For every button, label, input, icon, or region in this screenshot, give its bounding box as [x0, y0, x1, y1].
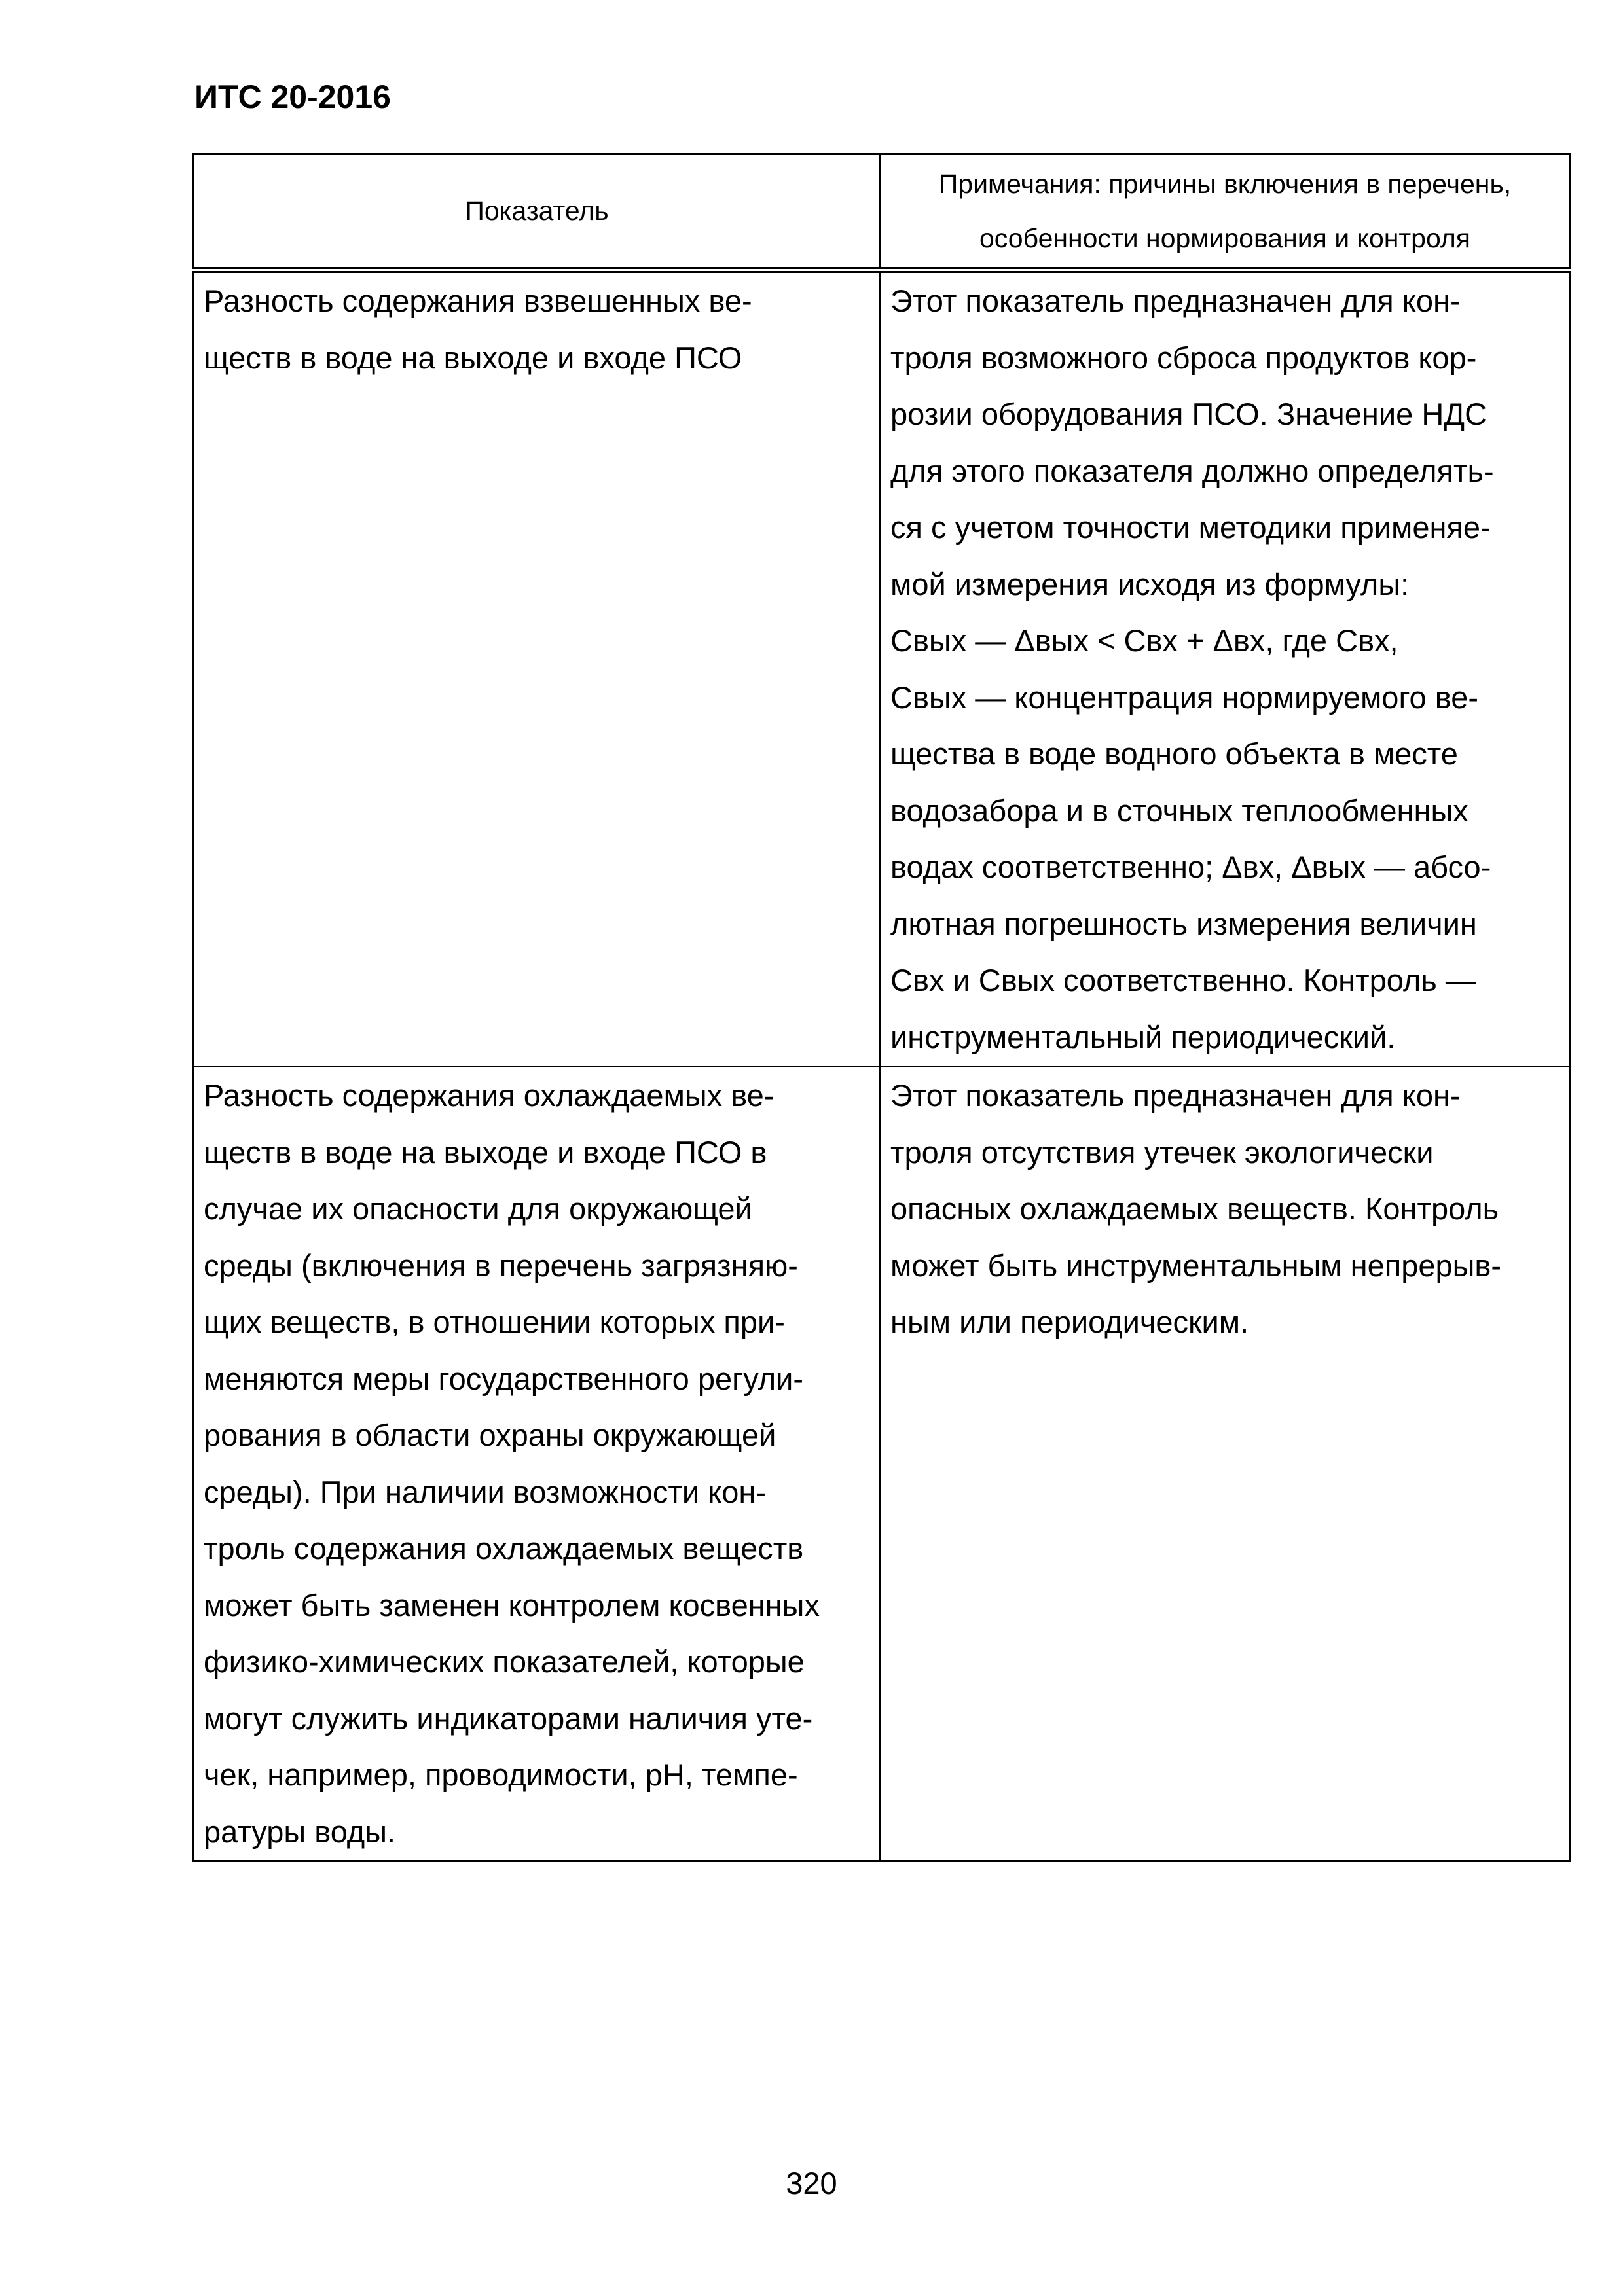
indicator-cell — [194, 270, 881, 1067]
text-line: опасных охлаждаемых веществ. Контроль — [890, 1191, 1499, 1226]
text-line: розии оборудования ПСО. Значение НДС — [890, 397, 1487, 431]
text-line: Разность содержания взвешенных ве- — [204, 283, 752, 318]
text-line: среды). При наличии возможности кон- — [204, 1474, 767, 1509]
notes-cell — [881, 1067, 1570, 1861]
text-line: мой измерения исходя из формулы: — [890, 566, 1410, 601]
text-line: может быть заменен контролем косвенных — [204, 1587, 820, 1623]
formula-line: Свых — Δвых < Свх + Δвх, где Свх, — [890, 623, 1398, 658]
indicator-cell — [194, 1067, 881, 1861]
table-row — [194, 270, 1570, 1067]
text-line: могут служить индикаторами наличия уте- — [204, 1700, 813, 1736]
notes-cell — [881, 270, 1570, 1067]
text-line: Свых — концентрация нормируемого ве- — [890, 679, 1478, 715]
text-line: щих веществ, в отношении которых при- — [204, 1304, 785, 1339]
text-line: троля отсутствия утечек экологически — [890, 1134, 1434, 1170]
indicators-table — [192, 153, 1571, 1862]
text-line: лютная погрешность измерения величин — [890, 906, 1477, 941]
table-header-row — [194, 154, 1570, 270]
column-header-notes — [881, 154, 1570, 270]
document-code-header: ИТС 20-2016 — [194, 79, 391, 115]
text-line: для этого показателя должно определять- — [890, 453, 1494, 488]
text-line: рования в области охраны окружающей — [204, 1418, 776, 1452]
text-line: Этот показатель предназначен для кон- — [890, 283, 1461, 318]
text-line: Разность содержания охлаждаемых ве- — [204, 1078, 775, 1113]
text-line: Этот показатель предназначен для кон- — [890, 1078, 1461, 1113]
text-line: физико-химических показателей, которые — [204, 1644, 805, 1679]
text-line: среды (включения в перечень загрязняю- — [204, 1247, 798, 1283]
text-line: ся с учетом точности методики применяе- — [890, 510, 1491, 545]
text-line: ществ в воде на выходе и входе ПСО в — [204, 1134, 767, 1170]
text-line: водах соответственно; Δвх, Δвых — абсо- — [890, 850, 1491, 884]
column-header-notes-line: особенности нормирования и контроля — [979, 223, 1470, 253]
text-line: водозабора и в сточных теплообменных — [890, 793, 1468, 828]
column-header-indicator: Показатель — [194, 154, 881, 270]
text-line: ратуры воды. — [204, 1814, 396, 1849]
text-line: троля возможного сброса продуктов кор- — [890, 340, 1477, 375]
text-line: меняются меры государственного регули- — [204, 1361, 804, 1396]
table-row — [194, 1067, 1570, 1861]
text-line: ществ в воде на выходе и входе ПСО — [204, 340, 742, 375]
page-number: 320 — [786, 2166, 837, 2200]
text-line: может быть инструментальным непрерыв- — [890, 1247, 1502, 1283]
text-line: троль содержания охлаждаемых веществ — [204, 1531, 804, 1566]
text-line: ным или периодическим. — [890, 1304, 1249, 1339]
text-line: чек, например, проводимости, pH, темпе- — [204, 1757, 798, 1792]
text-line: щества в воде водного объекта в месте — [890, 736, 1458, 771]
column-header-notes-line: Примечания: причины включения в перечень, — [938, 169, 1512, 199]
text-line: инструментальный периодический. — [890, 1019, 1396, 1054]
text-line: Свх и Свых соответственно. Контроль — — [890, 963, 1476, 997]
text-line: случае их опасности для окружающей — [204, 1191, 752, 1226]
